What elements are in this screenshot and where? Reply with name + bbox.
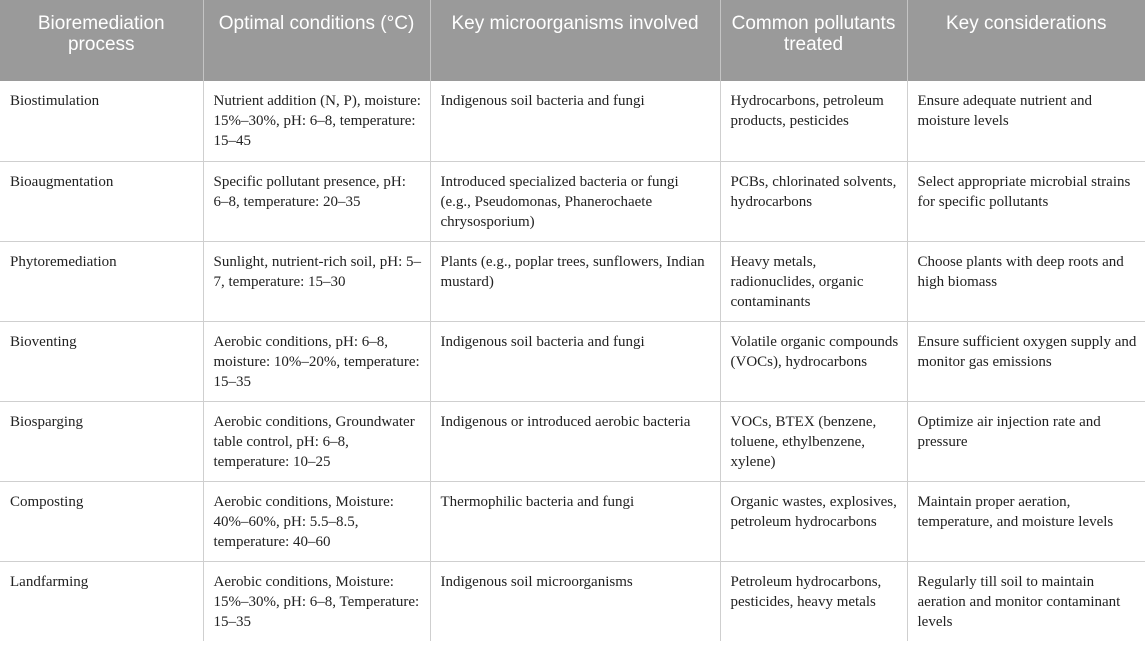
cell-considerations: Maintain proper aeration, temperature, and moisture levels	[907, 481, 1145, 561]
table-row	[0, 481, 1145, 561]
cell-conditions: Sunlight, nutrient-rich soil, pH: 5–7, temperature: 15–30	[203, 241, 430, 321]
cell-conditions: Aerobic conditions, Moisture: 40%–60%, pH: 5.5–8.5, temperature: 40–60	[203, 481, 430, 561]
cell-microorganisms: Indigenous or introduced aerobic bacteria	[430, 401, 720, 481]
cell-process: Bioaugmentation	[0, 161, 203, 241]
cell-microorganisms: Plants (e.g., poplar trees, sunflowers, Indian mustard)	[430, 241, 720, 321]
cell-microorganisms: Indigenous soil microorganisms	[430, 561, 720, 641]
cell-process: Landfarming	[0, 561, 203, 641]
table-row	[0, 81, 1145, 161]
cell-conditions: Aerobic conditions, Groundwater table control, pH: 6–8, temperature: 10–25	[203, 401, 430, 481]
cell-microorganisms: Indigenous soil bacteria and fungi	[430, 321, 720, 401]
cell-considerations: Select appropriate microbial strains for specific pollutants	[907, 161, 1145, 241]
header-pollutants: Common pollutants treated	[720, 0, 907, 81]
header-process: Bioremediation process	[0, 0, 203, 81]
table-row	[0, 321, 1145, 401]
cell-process: Biostimulation	[10, 93, 100, 109]
cell-pollutants: Organic wastes, explosives, petroleum hydrocarbons	[720, 481, 907, 561]
header-microorganisms: Key microorganisms involved	[430, 0, 720, 81]
cell-conditions: Aerobic conditions, pH: 6–8, moisture: 10%–20%, temperature: 15–35	[203, 321, 430, 401]
cell-process: Bioventing	[0, 321, 203, 401]
cell-considerations: Ensure adequate nutrient and moisture levels	[907, 81, 1145, 161]
header-optimal-conditions: Optimal conditions (°C)	[203, 0, 430, 81]
cell-pollutants: PCBs, chlorinated solvents, hydrocarbons	[720, 161, 907, 241]
table-row	[0, 241, 1145, 321]
cell-microorganisms: Indigenous soil bacteria and fungi	[430, 81, 720, 161]
cell-conditions: Nutrient addition (N, P), moisture: 15%–30%, pH: 6–8, temperature: 15–45	[203, 81, 430, 161]
table-row	[0, 561, 1145, 641]
cell-pollutants: Hydrocarbons, petroleum products, pesticides	[720, 81, 907, 161]
cell-considerations: Regularly till soil to maintain aeration and monitor contaminant levels	[907, 561, 1145, 641]
header-row	[0, 0, 1145, 81]
cell-microorganisms: Introduced specialized bacteria or fungi (e.g., Pseudomonas, Phanerochaete chrysosporium)	[430, 161, 720, 241]
cell-process: Composting	[0, 481, 203, 561]
table-row	[0, 401, 1145, 481]
cell-microorganisms: Thermophilic bacteria and fungi	[430, 481, 720, 561]
cell-conditions: Aerobic conditions, Moisture: 15%–30%, pH: 6–8, Temperature: 15–35	[203, 561, 430, 641]
cell-conditions: Specific pollutant presence, pH: 6–8, temperature: 20–35	[203, 161, 430, 241]
cell-process: Phytoremediation	[0, 241, 203, 321]
cell-pollutants: Heavy metals, radionuclides, organic contaminants	[720, 241, 907, 321]
cell-pollutants: Volatile organic compounds (VOCs), hydrocarbons	[720, 321, 907, 401]
cell-process: Biosparging	[0, 401, 203, 481]
cell-pollutants: Petroleum hydrocarbons, pesticides, heavy metals	[720, 561, 907, 641]
cell-pollutants: VOCs, BTEX (benzene, toluene, ethylbenzene, xylene)	[720, 401, 907, 481]
header-considerations: Key considerations	[907, 0, 1145, 81]
cell-considerations: Ensure sufficient oxygen supply and monitor gas emissions	[907, 321, 1145, 401]
cell-considerations: Optimize air injection rate and pressure	[907, 401, 1145, 481]
table-row	[0, 161, 1145, 241]
cell-considerations: Choose plants with deep roots and high biomass	[907, 241, 1145, 321]
